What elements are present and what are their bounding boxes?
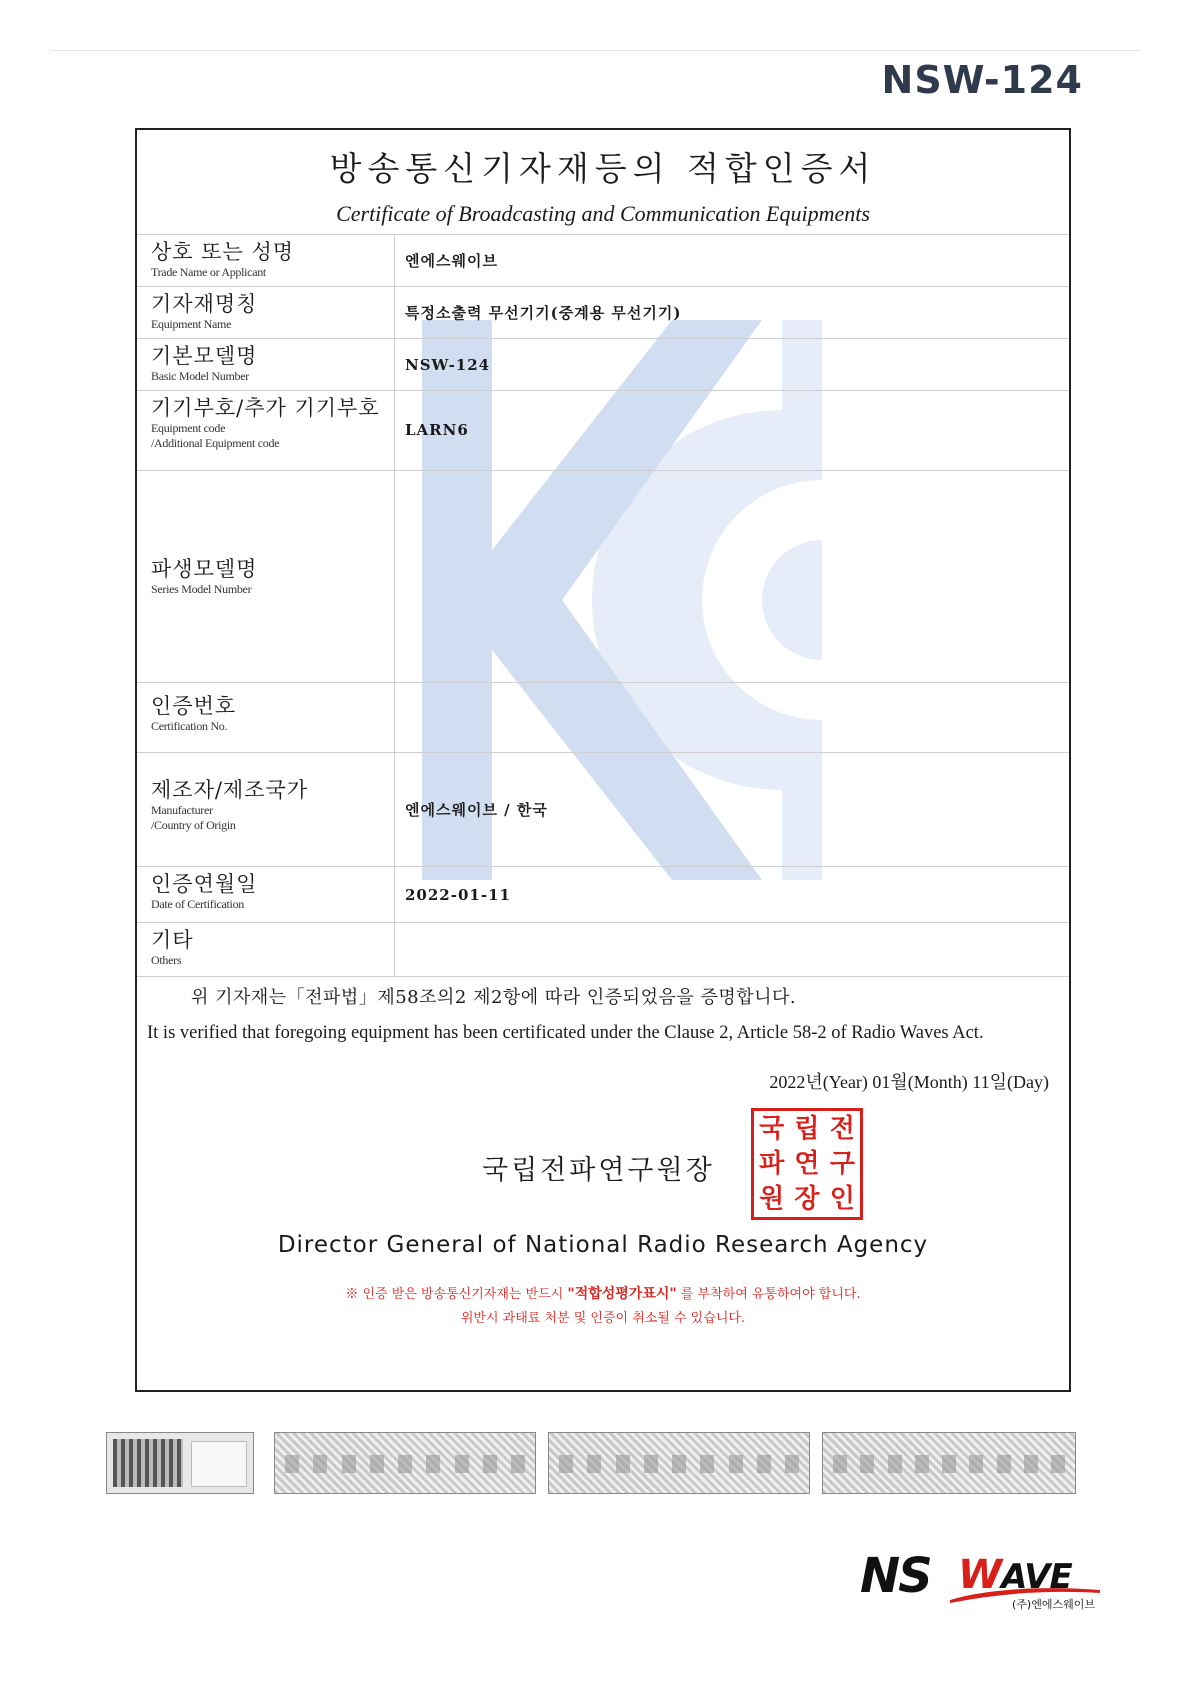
top-divider	[50, 50, 1141, 51]
field-row-applicant	[137, 234, 1069, 286]
field-label: 제조자/제조국가	[151, 778, 309, 802]
field-value-certification-no	[395, 683, 1069, 752]
seal-char: 전	[829, 1113, 855, 1144]
seal-char: 원	[759, 1184, 785, 1215]
field-label-en: Others	[151, 953, 182, 967]
field-label-en: Manufacturer	[151, 803, 213, 817]
notice-text: 를 부착하여 유통하여야 합니다.	[680, 1287, 861, 1302]
verification-strip	[106, 1432, 1076, 1498]
field-label: 인증번호	[151, 694, 237, 718]
field-label-en: Date of Certification	[151, 897, 244, 911]
security-pattern	[274, 1432, 536, 1494]
security-pattern	[822, 1432, 1076, 1494]
field-row-equipment-code	[137, 390, 1069, 470]
issuer-name-ko: 국립전파연구원장	[482, 1155, 715, 1186]
field-value-series-model	[395, 471, 1069, 682]
field-value-equipment-name: 특정소출력 무선기기(중계용 무선기기)	[405, 304, 682, 322]
field-value-manufacturer: 엔에스웨이브 / 한국	[405, 801, 548, 819]
field-value-basic-model: NSW-124	[405, 355, 491, 374]
field-label: 기본모델명	[151, 344, 258, 368]
certificate	[135, 128, 1071, 1392]
field-label: 기기부호/추가 기기부호	[151, 396, 380, 420]
certificate-title-ko: 방송통신기자재등의 적합인증서	[329, 149, 877, 188]
field-value-equipment-code: LARN6	[405, 421, 469, 439]
issue-date: 2022년(Year) 01월(Month) 11일(Day)	[769, 1072, 1049, 1092]
statement-ko: 위 기자재는「전파법」제58조의2 제2항에 따라 인증되었음을 증명합니다.	[191, 987, 797, 1008]
field-label-en: Equipment code	[151, 421, 226, 435]
field-label-en-2: /Country of Origin	[151, 818, 236, 832]
official-seal	[751, 1108, 863, 1220]
statement-en: It is verified that foregoing equipment has been certificated under the Clause 2, Article 58-2 of Radio Waves Act.	[147, 1023, 984, 1043]
field-label-en: Trade Name or Applicant	[151, 265, 266, 279]
logo-wave-rest: AVE	[1001, 1557, 1072, 1597]
security-pattern	[548, 1432, 810, 1494]
seal-char: 립	[794, 1113, 820, 1144]
notice-text: ※ 인증 받은 방송통신기자재는 반드시	[345, 1287, 564, 1302]
seal-char: 장	[794, 1184, 820, 1215]
seal-char: 국	[759, 1113, 785, 1144]
field-label: 기타	[151, 928, 194, 952]
field-label: 상호 또는 성명	[151, 240, 295, 264]
certificate-title-en: Certificate of Broadcasting and Communication Equipments	[336, 201, 870, 226]
seal-char: 연	[794, 1148, 820, 1179]
certificate-body	[137, 976, 1069, 1331]
seal-char: 인	[829, 1184, 855, 1215]
field-row-series-model	[137, 470, 1069, 682]
field-label: 인증연월일	[151, 872, 258, 896]
logo-wave	[958, 1552, 1072, 1598]
seal-char: 파	[759, 1148, 785, 1179]
field-label: 파생모델명	[151, 557, 258, 581]
logo-subtitle: (주)엔에스웨이브	[1012, 1598, 1095, 1611]
field-row-equipment-name	[137, 286, 1069, 338]
seal-char: 구	[829, 1148, 855, 1179]
warning-notice	[137, 1282, 1069, 1331]
field-label-en: Series Model Number	[151, 582, 252, 596]
field-label: 기자재명칭	[151, 292, 258, 316]
original-stamp-icon	[106, 1432, 254, 1494]
notice-line-2: 위반시 과태료 처분 및 인증이 취소될 수 있습니다.	[460, 1311, 746, 1326]
field-row-others	[137, 922, 1069, 976]
field-value-date: 2022-01-11	[405, 885, 511, 904]
model-code-heading: NSW-124	[881, 58, 1083, 102]
field-row-manufacturer	[137, 752, 1069, 866]
issuer-name-en: Director General of National Radio Research Agency	[277, 1232, 929, 1258]
signature-block	[137, 1108, 1069, 1226]
field-label-en: Certification No.	[151, 719, 228, 733]
field-row-basic-model	[137, 338, 1069, 390]
field-row-date	[137, 866, 1069, 922]
field-label-en: Basic Model Number	[151, 369, 249, 383]
notice-emphasis: "적합성평가표시"	[567, 1286, 677, 1302]
field-label-en: Equipment Name	[151, 317, 232, 331]
field-label-en-2: /Additional Equipment code	[151, 436, 280, 450]
nswave-logo	[860, 1548, 1120, 1618]
field-value-applicant: 엔에스웨이브	[405, 252, 498, 270]
field-value-others	[395, 923, 1069, 976]
logo-ns: NS	[860, 1548, 931, 1604]
field-row-certification-no	[137, 682, 1069, 752]
logo-wave-w: W	[958, 1552, 1002, 1598]
